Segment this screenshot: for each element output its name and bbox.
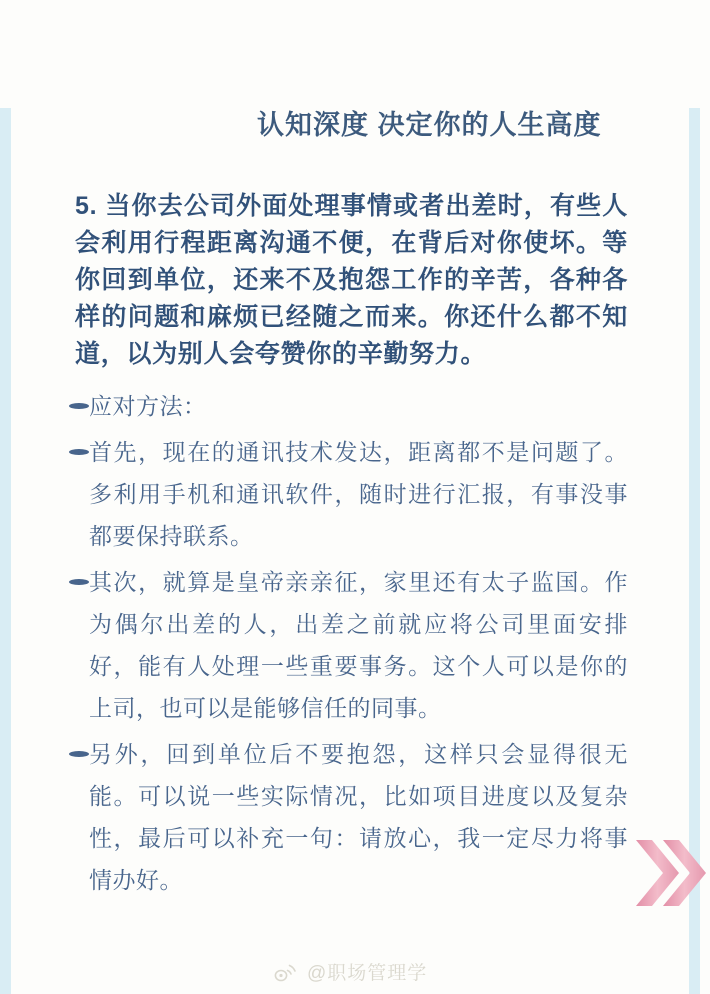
bullet-dot-icon: [69, 403, 89, 409]
bullet-text: 应对方法：: [89, 393, 207, 419]
watermark-text: @职场管理学: [306, 963, 428, 984]
poster-page: [0, 108, 700, 994]
page-title: 认知深度 决定你的人生高度: [257, 110, 602, 140]
list-item: [67, 385, 628, 427]
bullet-dot-icon: [69, 751, 89, 757]
bullet-text: 首先，现在的通讯技术发达，距离都不是问题了。多利用手机和通讯软件，随时进行汇报，有事没事都要保持联系。: [89, 439, 628, 549]
watermark: [0, 958, 700, 989]
list-item: [67, 733, 628, 901]
double-chevron-right-icon: [632, 838, 710, 908]
bullet-list: [67, 385, 628, 901]
main-paragraph: 5. 当你去公司外面处理事情或者出差时，有些人会利用行程距离沟通不便，在背后对你使坏。等你回到单位，还来不及抱怨工作的辛苦，各种各样的问题和麻烦已经随之而来。你还什么都不知道，以为别人会夸赞你的辛勤努力。: [75, 192, 628, 368]
bullet-text: 其次，就算是皇帝亲亲征，家里还有太子监国。作为偶尔出差的人，出差之前就应将公司里面安排好，能有人处理一些重要事务。这个人可以是你的上司，也可以是能够信任的同事。: [89, 569, 628, 721]
list-item: [67, 431, 628, 557]
bullet-dot-icon: [69, 449, 89, 455]
weibo-icon: [273, 962, 297, 989]
poster-content: [0, 108, 700, 901]
list-item: [67, 561, 628, 729]
bullet-dot-icon: [69, 579, 89, 585]
bullet-text: 另外，回到单位后不要抱怨，这样只会显得很无能。可以说一些实际情况，比如项目进度以及复杂性，最后可以补充一句：请放心，我一定尽力将事情办好。: [89, 741, 628, 893]
